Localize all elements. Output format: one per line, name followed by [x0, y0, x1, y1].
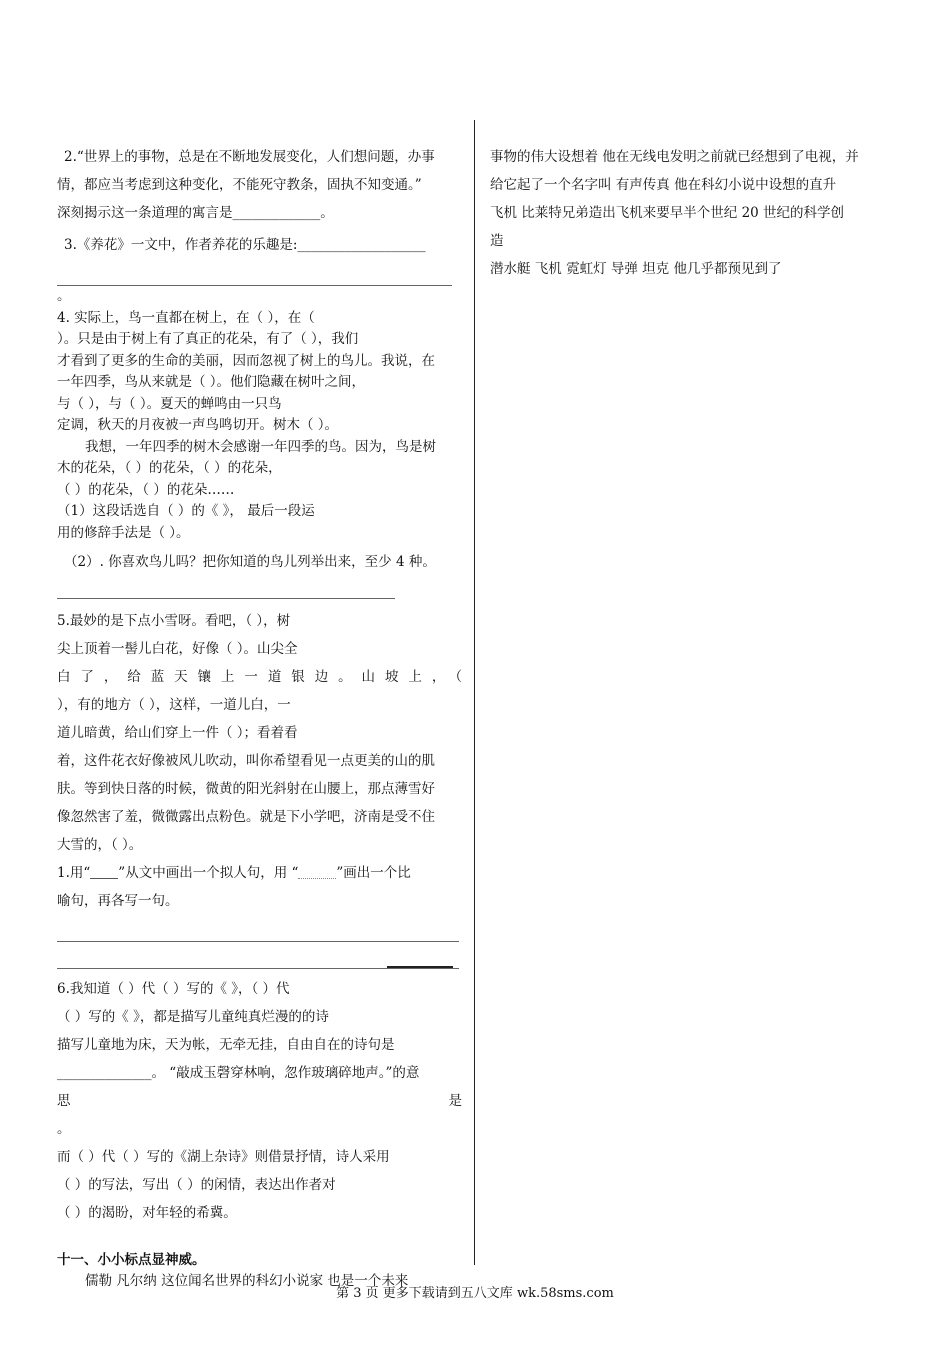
- wavy-underline-mark: [298, 868, 336, 879]
- section-11-title: 十一、小小标点显神威。: [57, 1252, 206, 1268]
- q5-line-3: 白了，给蓝天镶上一道银边。山坡上，（: [57, 669, 462, 685]
- q4-sub2: （2）. 你喜欢鸟儿吗？把你知道的鸟儿列举出来，至少 4 种。: [64, 554, 436, 570]
- q4-sub1-line-1: （1）这段话选自（ ）的《 》， 最后一段运: [57, 503, 315, 519]
- q3-answer-line: [57, 259, 452, 286]
- q5-line-2: 尖上顶着一髻儿白花，好像（ ）。山尖全: [57, 641, 298, 657]
- q5-task-line-1: [57, 859, 462, 887]
- q5-answer-line-1: [57, 915, 459, 942]
- right-line-3: 飞机 比莱特兄弟造出飞机来要早半个世纪 20 世纪的科学创: [490, 205, 845, 221]
- q4b-line-3: （ ）的花朵，（ ）的花朵……: [57, 481, 235, 498]
- q2-line-1: 2.“世界上的事物，总是在不断地发展变化，人们想问题，办事: [64, 149, 435, 165]
- page-footer: 第 3 页 更多下载请到五八文库 wk.58sms.com: [336, 1286, 614, 1301]
- q4-line-1: 4. 实际上，鸟一直都在树上，在（ ），在（: [57, 309, 315, 326]
- q5-line-9: 大雪的，（ ）。: [57, 837, 143, 853]
- q4-line-2: ）。只是由于树上有了真正的花朵，有了（ ），我们: [57, 331, 359, 347]
- q2-line-3: 深刻揭示这一条道理的寓言是_____________。: [57, 205, 334, 221]
- right-line-5: 潜水艇 飞机 霓虹灯 导弹 坦克 他几乎都预见到了: [490, 261, 782, 277]
- q4-line-5: 与（ ），与（ ）。夏天的蝉鸣由一只鸟: [57, 395, 282, 412]
- q4-line-6: 定调，秋天的月夜被一声鸟鸣切开。树木（ ）。: [57, 417, 339, 433]
- q5-task-b: ”从文中画出一个拟人句，用 “: [118, 865, 299, 881]
- q4-answer-line: [57, 576, 395, 599]
- q5-task-line-2: 喻句，再各写一句。: [57, 893, 179, 909]
- q6-line-1: 6.我知道（ ）代（ ）写的《 》，（ ）代: [57, 981, 290, 997]
- q5-line-7: 肤。等到快日落的时候，微黄的阳光斜射在山腰上，那点薄雪好: [57, 781, 435, 797]
- q4-line-4: 一年四季，鸟从来就是（ ）。他们隐藏在树叶之间，: [57, 374, 366, 390]
- q5-line-4: ），有的地方（ ），这样，一道儿白，一: [57, 697, 291, 713]
- q6-line-3: 描写儿童地为床，天为帐，无牵无挂，自由自在的诗句是: [57, 1037, 395, 1053]
- q6-line-4: ______________。 “敲成玉磬穿林响，忽作玻璃碎地声。”的意: [57, 1065, 420, 1081]
- straight-underline-mark: [90, 868, 118, 879]
- section-11-text: 儒勒 凡尔纳 这位闻名世界的科幻小说家 也是一个未来: [85, 1273, 409, 1289]
- q4-line-3: 才看到了更多的生命的美丽，因而忽视了树上的鸟儿。我说，在: [57, 352, 435, 369]
- q5-line-8: 像忽然害了羞，微微露出点粉色。就是下小学吧，济南是受不住: [57, 809, 435, 825]
- q6b-line-3: （ ）的渴盼，对年轻的希冀。: [57, 1205, 237, 1221]
- q3-line: 3.《养花》一文中，作者养花的乐趣是:___________________: [64, 237, 426, 253]
- column-divider: [474, 120, 475, 1265]
- right-column: [490, 143, 895, 283]
- q6b-line-1: 而（ ）代（ ）写的《湖上杂诗》则借景抒情，诗人采用: [57, 1149, 390, 1165]
- q5-line-1: 5.最妙的是下点小雪呀。看吧，（ ），树: [57, 613, 291, 629]
- q4b-line-2: 木的花朵，（ ）的花朵，（ ）的花朵，: [57, 460, 282, 476]
- left-column: [57, 143, 462, 1293]
- q4-sub1-line-2: 用的修辞手法是（ ）。: [57, 524, 190, 541]
- q6-line-5: [57, 1087, 462, 1115]
- q5-line-5: 道儿暗黄，给山们穿上一件（ ）；看着看: [57, 725, 298, 741]
- q6-end: 。: [57, 1121, 71, 1137]
- q2-line-2: 情，都应当考虑到这种变化，不能死守教条，固执不知变通。”: [57, 177, 422, 193]
- q3-end: 。: [57, 288, 71, 304]
- q6-shi: 是: [448, 1093, 462, 1109]
- q6-si: 思: [57, 1093, 71, 1109]
- q5-task-a: 1.用“: [57, 865, 91, 881]
- q5-task-c: ”画出一个比: [336, 865, 411, 881]
- q6-line-2: （ ）写的《 》，都是描写儿童纯真烂漫的的诗: [57, 1009, 329, 1025]
- q4b-line-1: 我想，一年四季的树木会感谢一年四季的鸟。因为，鸟是树: [85, 438, 436, 455]
- right-line-2: 给它起了一个名字叫 有声传真 他在科幻小说中设想的直升: [490, 177, 837, 193]
- right-line-4: 造: [490, 233, 504, 249]
- q5-line-6: 着，这件花衣好像被风儿吹动，叫你希望看见一点更美的山的肌: [57, 753, 435, 769]
- q6b-line-2: （ ）的写法，写出（ ）的闲情，表达出作者对: [57, 1177, 336, 1193]
- right-line-1: 事物的伟大设想着 他在无线电发明之前就已经想到了电视，并: [490, 149, 859, 165]
- q5-answer-line-2: [57, 942, 459, 969]
